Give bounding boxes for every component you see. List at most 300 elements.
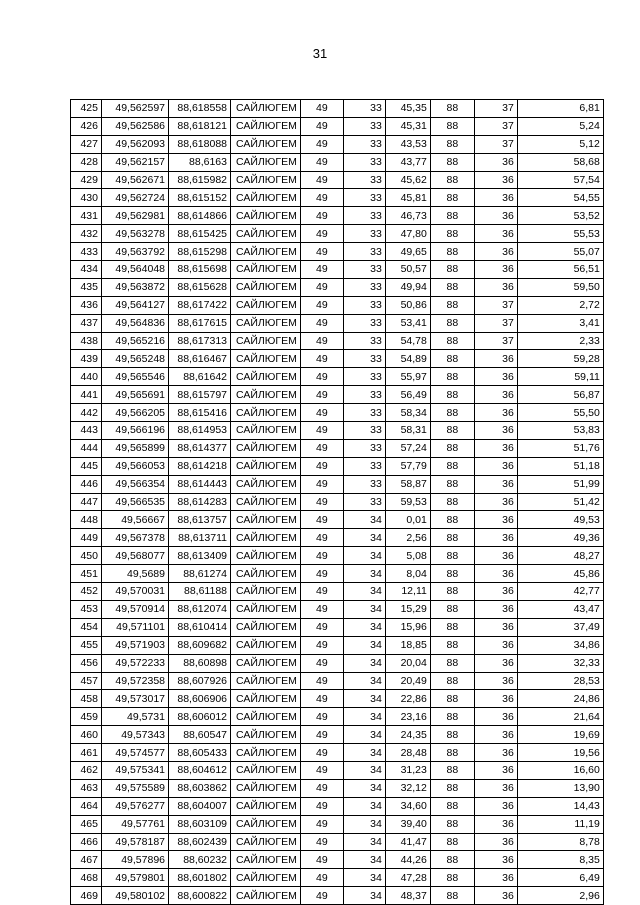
lat-degrees-cell: 49 [300,869,343,887]
lat-seconds-cell: 2,56 [385,529,430,547]
point-number-cell: 431 [71,207,102,225]
table-row [71,636,604,654]
lon-degrees-cell: 88 [430,153,474,171]
point-number-cell: 462 [71,761,102,779]
latitude-cell: 49,564048 [102,261,169,279]
lon-degrees-cell: 88 [430,368,474,386]
point-number-cell: 451 [71,565,102,583]
longitude-cell: 88,606012 [169,708,231,726]
lon-seconds-cell: 14,43 [517,797,603,815]
lon-degrees-cell: 88 [430,744,474,762]
longitude-cell: 88,615698 [169,261,231,279]
lat-minutes-cell: 34 [343,529,385,547]
lon-degrees-cell: 88 [430,278,474,296]
point-number-cell: 426 [71,117,102,135]
lat-seconds-cell: 41,47 [385,833,430,851]
location-name-cell: САЙЛЮГЕМ [231,189,301,207]
lon-degrees-cell: 88 [430,296,474,314]
point-number-cell: 459 [71,708,102,726]
latitude-cell: 49,579801 [102,869,169,887]
latitude-cell: 49,57343 [102,726,169,744]
lon-minutes-cell: 37 [474,296,517,314]
lon-degrees-cell: 88 [430,135,474,153]
lon-minutes-cell: 36 [474,243,517,261]
lat-degrees-cell: 49 [300,314,343,332]
lat-minutes-cell: 33 [343,100,385,118]
lat-degrees-cell: 49 [300,475,343,493]
latitude-cell: 49,572358 [102,672,169,690]
table-row [71,189,604,207]
point-number-cell: 437 [71,314,102,332]
latitude-cell: 49,580102 [102,887,169,905]
lat-degrees-cell: 49 [300,207,343,225]
longitude-cell: 88,615298 [169,243,231,261]
lon-minutes-cell: 36 [474,225,517,243]
location-name-cell: САЙЛЮГЕМ [231,672,301,690]
table-row [71,654,604,672]
latitude-cell: 49,565691 [102,386,169,404]
lon-minutes-cell: 36 [474,153,517,171]
point-number-cell: 461 [71,744,102,762]
lon-seconds-cell: 32,33 [517,654,603,672]
lon-minutes-cell: 36 [474,708,517,726]
longitude-cell: 88,614218 [169,457,231,475]
lon-seconds-cell: 51,18 [517,457,603,475]
location-name-cell: САЙЛЮГЕМ [231,225,301,243]
latitude-cell: 49,562586 [102,117,169,135]
point-number-cell: 468 [71,869,102,887]
lat-seconds-cell: 53,41 [385,314,430,332]
latitude-cell: 49,562671 [102,171,169,189]
longitude-cell: 88,615152 [169,189,231,207]
point-number-cell: 435 [71,278,102,296]
longitude-cell: 88,602439 [169,833,231,851]
lon-minutes-cell: 36 [474,207,517,225]
lon-minutes-cell: 36 [474,690,517,708]
lat-minutes-cell: 33 [343,153,385,171]
location-name-cell: САЙЛЮГЕМ [231,135,301,153]
lon-minutes-cell: 36 [474,529,517,547]
latitude-cell: 49,566196 [102,422,169,440]
lat-degrees-cell: 49 [300,583,343,601]
lat-seconds-cell: 43,77 [385,153,430,171]
table-row [71,261,604,279]
latitude-cell: 49,563872 [102,278,169,296]
location-name-cell: САЙЛЮГЕМ [231,690,301,708]
lon-degrees-cell: 88 [430,583,474,601]
lat-degrees-cell: 49 [300,672,343,690]
location-name-cell: САЙЛЮГЕМ [231,422,301,440]
table-row [71,386,604,404]
lon-degrees-cell: 88 [430,547,474,565]
lon-degrees-cell: 88 [430,833,474,851]
lon-seconds-cell: 51,99 [517,475,603,493]
location-name-cell: САЙЛЮГЕМ [231,565,301,583]
table-row [71,690,604,708]
longitude-cell: 88,610414 [169,618,231,636]
location-name-cell: САЙЛЮГЕМ [231,457,301,475]
lon-degrees-cell: 88 [430,493,474,511]
lat-degrees-cell: 49 [300,296,343,314]
lat-seconds-cell: 18,85 [385,636,430,654]
lat-minutes-cell: 34 [343,869,385,887]
location-name-cell: САЙЛЮГЕМ [231,583,301,601]
latitude-cell: 49,564836 [102,314,169,332]
point-number-cell: 428 [71,153,102,171]
lat-minutes-cell: 34 [343,761,385,779]
lat-minutes-cell: 34 [343,636,385,654]
point-number-cell: 455 [71,636,102,654]
longitude-cell: 88,607926 [169,672,231,690]
table-row [71,851,604,869]
lon-seconds-cell: 53,83 [517,422,603,440]
latitude-cell: 49,572233 [102,654,169,672]
location-name-cell: САЙЛЮГЕМ [231,618,301,636]
latitude-cell: 49,575341 [102,761,169,779]
latitude-cell: 49,565546 [102,368,169,386]
lat-minutes-cell: 34 [343,618,385,636]
table-row [71,475,604,493]
location-name-cell: САЙЛЮГЕМ [231,744,301,762]
latitude-cell: 49,575589 [102,779,169,797]
table-row [71,153,604,171]
latitude-cell: 49,566535 [102,493,169,511]
lat-seconds-cell: 48,37 [385,887,430,905]
lat-seconds-cell: 58,87 [385,475,430,493]
point-number-cell: 430 [71,189,102,207]
lat-minutes-cell: 34 [343,511,385,529]
lon-seconds-cell: 5,24 [517,117,603,135]
lon-degrees-cell: 88 [430,422,474,440]
lat-degrees-cell: 49 [300,100,343,118]
longitude-cell: 88,603109 [169,815,231,833]
lon-degrees-cell: 88 [430,565,474,583]
latitude-cell: 49,570914 [102,600,169,618]
point-number-cell: 440 [71,368,102,386]
location-name-cell: САЙЛЮГЕМ [231,100,301,118]
location-name-cell: САЙЛЮГЕМ [231,708,301,726]
location-name-cell: САЙЛЮГЕМ [231,404,301,422]
lat-degrees-cell: 49 [300,243,343,261]
lon-minutes-cell: 36 [474,475,517,493]
longitude-cell: 88,606906 [169,690,231,708]
lat-degrees-cell: 49 [300,618,343,636]
latitude-cell: 49,5689 [102,565,169,583]
point-number-cell: 425 [71,100,102,118]
lat-seconds-cell: 54,78 [385,332,430,350]
lat-degrees-cell: 49 [300,261,343,279]
lat-minutes-cell: 33 [343,475,385,493]
table-row [71,600,604,618]
table-row [71,243,604,261]
table-row [71,815,604,833]
lat-minutes-cell: 33 [343,350,385,368]
latitude-cell: 49,563792 [102,243,169,261]
lon-degrees-cell: 88 [430,457,474,475]
lon-minutes-cell: 36 [474,457,517,475]
point-number-cell: 458 [71,690,102,708]
lat-degrees-cell: 49 [300,422,343,440]
longitude-cell: 88,615425 [169,225,231,243]
latitude-cell: 49,562981 [102,207,169,225]
lat-seconds-cell: 56,49 [385,386,430,404]
latitude-cell: 49,570031 [102,583,169,601]
longitude-cell: 88,613757 [169,511,231,529]
point-number-cell: 434 [71,261,102,279]
lon-minutes-cell: 36 [474,422,517,440]
lon-seconds-cell: 55,53 [517,225,603,243]
point-number-cell: 454 [71,618,102,636]
table-row [71,171,604,189]
longitude-cell: 88,617313 [169,332,231,350]
lon-degrees-cell: 88 [430,332,474,350]
latitude-cell: 49,565216 [102,332,169,350]
lon-seconds-cell: 19,69 [517,726,603,744]
longitude-cell: 88,609682 [169,636,231,654]
table-row [71,207,604,225]
lon-minutes-cell: 36 [474,672,517,690]
lon-seconds-cell: 37,49 [517,618,603,636]
table-row [71,797,604,815]
lat-seconds-cell: 58,31 [385,422,430,440]
lat-seconds-cell: 24,35 [385,726,430,744]
lat-seconds-cell: 57,79 [385,457,430,475]
lon-minutes-cell: 37 [474,314,517,332]
lon-seconds-cell: 59,11 [517,368,603,386]
longitude-cell: 88,615982 [169,171,231,189]
lat-seconds-cell: 15,96 [385,618,430,636]
location-name-cell: САЙЛЮГЕМ [231,296,301,314]
lat-seconds-cell: 45,62 [385,171,430,189]
longitude-cell: 88,61188 [169,583,231,601]
lon-minutes-cell: 36 [474,261,517,279]
longitude-cell: 88,618558 [169,100,231,118]
location-name-cell: САЙЛЮГЕМ [231,654,301,672]
lon-seconds-cell: 55,50 [517,404,603,422]
lat-degrees-cell: 49 [300,565,343,583]
location-name-cell: САЙЛЮГЕМ [231,493,301,511]
point-number-cell: 465 [71,815,102,833]
longitude-cell: 88,615416 [169,404,231,422]
lat-minutes-cell: 34 [343,690,385,708]
table-row [71,404,604,422]
lon-minutes-cell: 36 [474,744,517,762]
location-name-cell: САЙЛЮГЕМ [231,171,301,189]
lat-degrees-cell: 49 [300,529,343,547]
lat-degrees-cell: 49 [300,779,343,797]
lon-seconds-cell: 56,87 [517,386,603,404]
location-name-cell: САЙЛЮГЕМ [231,726,301,744]
lon-minutes-cell: 36 [474,600,517,618]
lon-degrees-cell: 88 [430,439,474,457]
table-row [71,869,604,887]
lat-minutes-cell: 33 [343,243,385,261]
lon-degrees-cell: 88 [430,779,474,797]
point-number-cell: 469 [71,887,102,905]
lat-degrees-cell: 49 [300,726,343,744]
longitude-cell: 88,615797 [169,386,231,404]
point-number-cell: 464 [71,797,102,815]
lon-minutes-cell: 36 [474,887,517,905]
lon-degrees-cell: 88 [430,207,474,225]
lat-degrees-cell: 49 [300,135,343,153]
point-number-cell: 432 [71,225,102,243]
table-row [71,744,604,762]
point-number-cell: 457 [71,672,102,690]
table-row [71,583,604,601]
lon-seconds-cell: 13,90 [517,779,603,797]
lon-degrees-cell: 88 [430,404,474,422]
lat-minutes-cell: 34 [343,583,385,601]
lat-minutes-cell: 33 [343,439,385,457]
lat-seconds-cell: 44,26 [385,851,430,869]
lat-degrees-cell: 49 [300,368,343,386]
lat-degrees-cell: 49 [300,761,343,779]
latitude-cell: 49,562093 [102,135,169,153]
lon-degrees-cell: 88 [430,261,474,279]
point-number-cell: 452 [71,583,102,601]
lon-seconds-cell: 49,36 [517,529,603,547]
table-row [71,278,604,296]
table-row [71,511,604,529]
lon-degrees-cell: 88 [430,600,474,618]
lat-minutes-cell: 34 [343,708,385,726]
longitude-cell: 88,60232 [169,851,231,869]
lat-minutes-cell: 33 [343,189,385,207]
lon-seconds-cell: 54,55 [517,189,603,207]
location-name-cell: САЙЛЮГЕМ [231,547,301,565]
lat-minutes-cell: 33 [343,422,385,440]
table-row [71,332,604,350]
longitude-cell: 88,618088 [169,135,231,153]
lat-seconds-cell: 46,73 [385,207,430,225]
location-name-cell: САЙЛЮГЕМ [231,207,301,225]
lat-minutes-cell: 34 [343,779,385,797]
latitude-cell: 49,576277 [102,797,169,815]
lon-seconds-cell: 8,78 [517,833,603,851]
lon-degrees-cell: 88 [430,100,474,118]
lon-seconds-cell: 5,12 [517,135,603,153]
lon-degrees-cell: 88 [430,189,474,207]
latitude-cell: 49,574577 [102,744,169,762]
longitude-cell: 88,61642 [169,368,231,386]
lon-seconds-cell: 6,81 [517,100,603,118]
lat-degrees-cell: 49 [300,851,343,869]
lon-degrees-cell: 88 [430,511,474,529]
longitude-cell: 88,613711 [169,529,231,547]
latitude-cell: 49,57761 [102,815,169,833]
lon-degrees-cell: 88 [430,726,474,744]
latitude-cell: 49,562724 [102,189,169,207]
lon-seconds-cell: 3,41 [517,314,603,332]
table-row [71,493,604,511]
latitude-cell: 49,566053 [102,457,169,475]
location-name-cell: САЙЛЮГЕМ [231,815,301,833]
lat-minutes-cell: 34 [343,851,385,869]
point-number-cell: 450 [71,547,102,565]
location-name-cell: САЙЛЮГЕМ [231,887,301,905]
location-name-cell: САЙЛЮГЕМ [231,439,301,457]
lat-seconds-cell: 22,86 [385,690,430,708]
lat-minutes-cell: 33 [343,332,385,350]
lat-minutes-cell: 33 [343,171,385,189]
lat-degrees-cell: 49 [300,708,343,726]
lon-seconds-cell: 59,28 [517,350,603,368]
lon-minutes-cell: 36 [474,726,517,744]
table-row [71,117,604,135]
lon-degrees-cell: 88 [430,350,474,368]
longitude-cell: 88,604007 [169,797,231,815]
lon-degrees-cell: 88 [430,869,474,887]
lon-seconds-cell: 2,72 [517,296,603,314]
lat-minutes-cell: 34 [343,833,385,851]
lat-seconds-cell: 5,08 [385,547,430,565]
lon-seconds-cell: 19,56 [517,744,603,762]
lat-degrees-cell: 49 [300,153,343,171]
longitude-cell: 88,604612 [169,761,231,779]
lon-degrees-cell: 88 [430,314,474,332]
point-number-cell: 438 [71,332,102,350]
location-name-cell: САЙЛЮГЕМ [231,779,301,797]
lat-degrees-cell: 49 [300,189,343,207]
point-number-cell: 460 [71,726,102,744]
table-row [71,726,604,744]
point-number-cell: 463 [71,779,102,797]
lat-degrees-cell: 49 [300,171,343,189]
lon-seconds-cell: 2,33 [517,332,603,350]
lon-seconds-cell: 24,86 [517,690,603,708]
lat-degrees-cell: 49 [300,833,343,851]
location-name-cell: САЙЛЮГЕМ [231,529,301,547]
lon-minutes-cell: 36 [474,565,517,583]
lon-seconds-cell: 43,47 [517,600,603,618]
latitude-cell: 49,57896 [102,851,169,869]
longitude-cell: 88,614953 [169,422,231,440]
coordinates-table [70,99,604,905]
location-name-cell: САЙЛЮГЕМ [231,243,301,261]
longitude-cell: 88,60547 [169,726,231,744]
lon-degrees-cell: 88 [430,690,474,708]
location-name-cell: САЙЛЮГЕМ [231,117,301,135]
point-number-cell: 429 [71,171,102,189]
latitude-cell: 49,566354 [102,475,169,493]
lon-seconds-cell: 56,51 [517,261,603,279]
lat-seconds-cell: 47,80 [385,225,430,243]
longitude-cell: 88,614283 [169,493,231,511]
lat-degrees-cell: 49 [300,511,343,529]
latitude-cell: 49,566205 [102,404,169,422]
lon-degrees-cell: 88 [430,851,474,869]
table-row [71,314,604,332]
longitude-cell: 88,617615 [169,314,231,332]
table-row [71,529,604,547]
page-number: 31 [312,46,328,61]
lat-seconds-cell: 15,29 [385,600,430,618]
lat-seconds-cell: 8,04 [385,565,430,583]
lat-minutes-cell: 33 [343,117,385,135]
lon-minutes-cell: 36 [474,797,517,815]
point-number-cell: 443 [71,422,102,440]
table-row [71,708,604,726]
lat-seconds-cell: 0,01 [385,511,430,529]
lon-seconds-cell: 51,76 [517,439,603,457]
point-number-cell: 445 [71,457,102,475]
lon-minutes-cell: 36 [474,779,517,797]
longitude-cell: 88,614866 [169,207,231,225]
table-row [71,100,604,118]
lat-degrees-cell: 49 [300,404,343,422]
point-number-cell: 456 [71,654,102,672]
